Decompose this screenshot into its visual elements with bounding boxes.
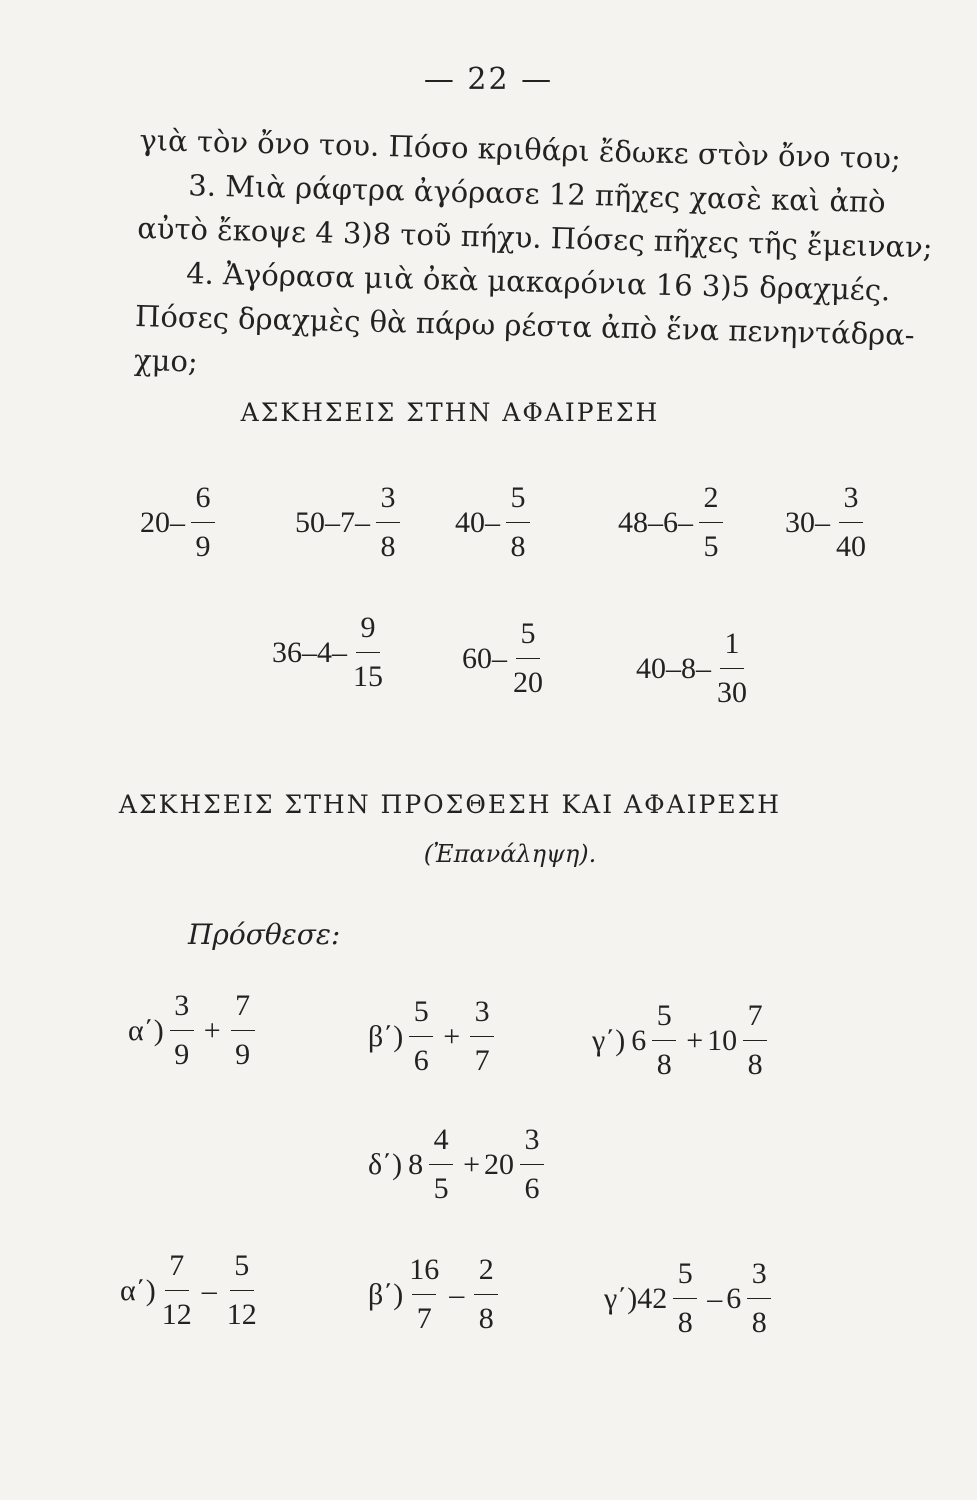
addition-exercise [128,990,261,1071]
fraction-numerator: 6 [195,481,211,514]
fraction-denominator: 15 [353,660,383,693]
fraction-numerator: 5 [677,1257,693,1290]
fraction [409,1254,439,1335]
fraction-denominator: 30 [717,676,747,709]
fraction-bar [720,668,744,669]
fraction-denominator: 7 [474,1044,490,1077]
fraction [191,482,215,563]
whole-number: 42 [637,1281,668,1315]
fraction-bar [356,652,380,653]
subtraction-exercise [604,1258,777,1339]
fraction [474,1254,498,1335]
text-line: χμο; [133,342,199,379]
fraction-denominator: 6 [524,1172,540,1205]
fraction-bar [429,1164,453,1165]
fraction [376,482,400,563]
exercise-lead: 48–6– [618,505,693,539]
fraction [353,612,383,693]
fraction-numerator: 2 [478,1253,494,1286]
whole-number: 6 [631,1023,647,1057]
fraction-denominator: 7 [416,1302,432,1335]
fraction [836,482,866,563]
fraction-numerator: 3 [174,989,190,1022]
fraction [231,990,255,1071]
fraction-numerator: 1 [724,627,740,660]
subtraction-exercise [636,628,753,709]
fraction-numerator: 7 [235,989,251,1022]
fraction-denominator: 12 [161,1298,192,1331]
fraction [429,1124,453,1205]
exercise-lead: 40– [455,505,500,539]
exercise-tag: γ΄) [604,1281,638,1315]
fraction-denominator: 6 [413,1044,429,1077]
fraction [743,1000,767,1081]
fraction-numerator: 3 [380,481,396,514]
operator: – [201,1273,217,1307]
fraction-denominator: 8 [478,1302,494,1335]
text-line: 4. Ἀγόρασα μιὰ ὀκὰ μακαρόνια 16 3)5 δραχμές. [185,256,891,308]
exercise-tag: δ΄) [368,1147,403,1181]
fraction-numerator: 5 [510,481,526,514]
fraction-bar [699,522,723,523]
section-subheading: (Ἐπανάληψη). [423,840,597,868]
subtraction-exercise [618,482,729,563]
exercise-tag: β΄) [368,1277,404,1311]
operator: + [463,1147,481,1181]
exercise-tag: γ΄) [592,1023,626,1057]
problem-text [133,118,933,400]
exercise-lead: 60– [462,641,507,675]
fraction-bar [191,522,215,523]
subtraction-exercise [368,1254,504,1335]
fraction-numerator: 2 [703,481,719,514]
operator: – [707,1281,723,1315]
fraction-denominator: 8 [510,530,526,563]
fraction-denominator: 8 [747,1048,763,1081]
text-line: αὐτὸ ἔκοψε 4 3)8 τοῦ πήχυ. Πόσες πῆχες τῆς ἔμειναν; [136,210,933,265]
fraction [470,996,494,1077]
text-line: 3. Μιὰ ράφτρα ἀγόρασε 12 πῆχες χασὲ καὶ ἀπὸ [187,168,886,220]
whole-number: 20 [484,1147,515,1181]
fraction-denominator: 9 [235,1038,251,1071]
exercise-lead: 36–4– [272,635,347,669]
fraction-numerator: 3 [751,1257,767,1290]
subtraction-exercise [295,482,406,563]
fraction-numerator: 5 [520,617,536,650]
fraction-numerator: 5 [234,1249,250,1282]
fraction [513,618,543,699]
fraction [506,482,530,563]
fraction-numerator: 16 [409,1253,440,1286]
fraction [227,1250,257,1331]
fraction-denominator: 8 [656,1048,672,1081]
fraction-numerator: 5 [413,995,429,1028]
fraction-bar [376,522,400,523]
fraction [520,1124,544,1205]
fraction-denominator: 9 [174,1038,190,1071]
fraction-denominator: 8 [677,1306,693,1339]
exercise-tag: α΄) [120,1273,156,1307]
fraction-bar [743,1040,767,1041]
subtraction-exercise [272,612,389,693]
exercise-lead: 40–8– [636,651,711,685]
fraction-denominator: 12 [226,1298,257,1331]
section-heading-addition-subtraction: ΑΣΚΗΣΕΙΣ ΣΤΗΝ ΠΡΟΣΘΕΣΗ ΚΑΙ ΑΦΑΙΡΕΣΗ [118,790,782,819]
exercise-tag: β΄) [368,1019,404,1053]
addition-exercise [368,996,500,1077]
fraction-denominator: 20 [513,666,543,699]
whole-number: 8 [408,1147,424,1181]
fraction-numerator: 4 [433,1123,449,1156]
fraction-numerator: 5 [656,999,672,1032]
fraction-denominator: 5 [703,530,719,563]
exercise-lead: 30– [785,505,830,539]
subtraction-exercise [140,482,221,563]
operator: + [203,1013,221,1047]
fraction-numerator: 7 [747,999,763,1032]
section-heading-subtraction: ΑΣΚΗΣΕΙΣ ΣΤΗΝ ΑΦΑΙΡΕΣΗ [240,398,660,427]
exercise-lead: 20– [140,505,185,539]
page-number: — 22 — [423,62,554,97]
fraction-numerator: 7 [169,1249,185,1282]
operator: + [686,1023,704,1057]
fraction-bar [230,1290,254,1291]
text-line: Πόσες δραχμὲς θὰ πάρω ρέστα ἀπὸ ἕνα πενηντάδρα- [134,298,916,352]
operator: + [443,1019,461,1053]
addition-exercise [592,1000,773,1081]
fraction-bar [409,1036,433,1037]
fraction [652,1000,676,1081]
fraction [673,1258,697,1339]
fraction-numerator: 9 [360,611,376,644]
whole-number: 6 [726,1281,742,1315]
fraction-numerator: 3 [524,1123,540,1156]
fraction-denominator: 40 [836,530,866,563]
operator: – [449,1277,465,1311]
fraction [747,1258,771,1339]
fraction-bar [165,1290,189,1291]
fraction-bar [506,522,530,523]
fraction-bar [474,1294,498,1295]
fraction-denominator: 8 [751,1306,767,1339]
fraction-numerator: 3 [474,995,490,1028]
fraction-bar [412,1294,436,1295]
fraction-bar [231,1030,255,1031]
fraction-bar [747,1298,771,1299]
fraction-bar [470,1036,494,1037]
fraction-denominator: 5 [433,1172,449,1205]
fraction-bar [839,522,863,523]
subtraction-exercise [785,482,872,563]
subtraction-exercise [462,618,549,699]
fraction [162,1250,192,1331]
add-label: Πρόσθεσε: [188,918,341,951]
addition-exercise [368,1124,550,1205]
fraction-denominator: 9 [195,530,211,563]
subtraction-exercise [120,1250,263,1331]
fraction-bar [516,658,540,659]
fraction-bar [520,1164,544,1165]
fraction-bar [673,1298,697,1299]
fraction [699,482,723,563]
fraction [409,996,433,1077]
text-line: γιὰ τὸν ὄνο του. Πόσο κριθάρι ἔδωκε στὸν ὄνο του; [139,122,902,176]
fraction-denominator: 8 [380,530,396,563]
fraction-bar [652,1040,676,1041]
fraction [717,628,747,709]
exercise-tag: α΄) [128,1013,164,1047]
fraction [170,990,194,1071]
subtraction-exercise [455,482,536,563]
fraction-numerator: 3 [843,481,859,514]
whole-number: 10 [707,1023,738,1057]
fraction-bar [170,1030,194,1031]
exercise-lead: 50–7– [295,505,370,539]
